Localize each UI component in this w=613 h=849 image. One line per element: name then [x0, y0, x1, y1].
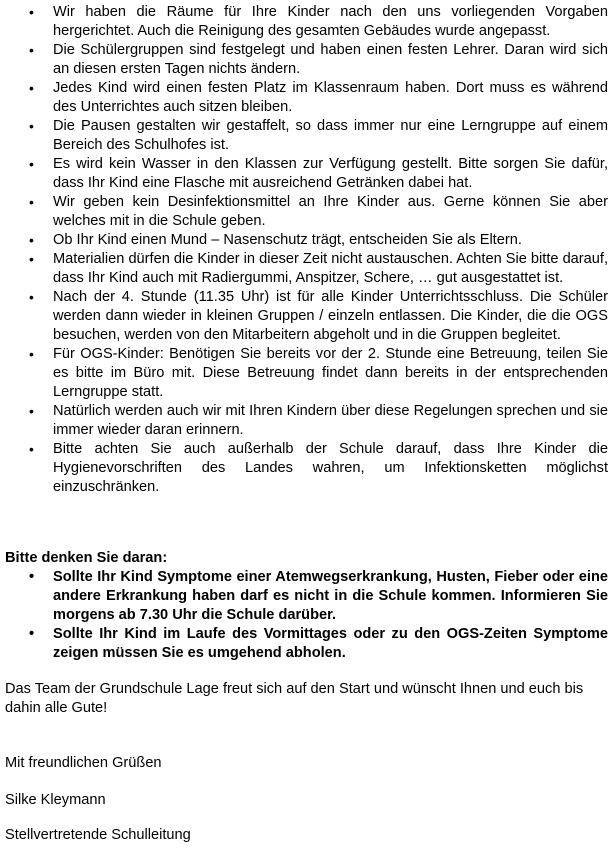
rule-item: • Jedes Kind wird einen festen Platz im Klassenraum haben. Dort muss es während des Unterrichtes auch sitzen bleiben. [0, 79, 613, 117]
reminder-list [0, 568, 613, 663]
greeting: Mit freundlichen Grüßen [5, 755, 162, 771]
reminder-item: • Sollte Ihr Kind Symptome einer Atemwegserkrankung, Husten, Fieber oder eine andere Erkrankung haben darf es nicht in die Schule kommen. Informieren Sie morgens ab 7.30 Uhr die Schule darüber. [0, 568, 613, 625]
rule-item: • Materialien dürfen die Kinder in dieser Zeit nicht austauschen. Achten Sie bitte darauf, dass Ihr Kind auch mit Radiergummi, Anspitzer, Schere, … gut ausgestattet ist. [0, 250, 613, 288]
rule-item: • Für OGS-Kinder: Benötigen Sie bereits vor der 2. Stunde eine Betreuung, teilen Sie es bitte im Büro mit. Diese Betreuung findet dann bereits in der entsprechenden Lerngruppe statt. [0, 345, 613, 402]
closing-paragraph: Das Team der Grundschule Lage freut sich auf den Start und wünscht Ihnen und euch bis dahin alle Gute! [5, 681, 584, 716]
rule-item: • Nach der 4. Stunde (11.35 Uhr) ist für alle Kinder Unterrichtsschluss. Die Schüler werden dann wieder in kleinen Gruppen / einzeln entlassen. Die Kinder, die die OGS besuchen, werden von den Mitarbeitern abgeholt und in die Gruppen begleitet. [0, 288, 613, 345]
rule-item: • Die Schülergruppen sind festgelegt und haben einen festen Lehrer. Daran wird sich an diesen ersten Tagen nichts ändern. [0, 41, 613, 79]
rules-list [0, 3, 613, 497]
signer-role: Stellvertretende Schulleitung [5, 827, 191, 843]
reminder-heading: Bitte denken Sie daran: [5, 550, 168, 566]
rule-item: • Bitte achten Sie auch außerhalb der Schule darauf, dass Ihre Kinder die Hygienevorschriften des Landes wahren, um Infektionsketten möglichst einzuschränken. [0, 440, 613, 497]
rule-item: • Es wird kein Wasser in den Klassen zur Verfügung gestellt. Bitte sorgen Sie dafür, dass Ihr Kind eine Flasche mit ausreichend Getränken dabei hat. [0, 155, 613, 193]
rule-item: • Natürlich werden auch wir mit Ihren Kindern über diese Regelungen sprechen und sie immer wieder daran erinnern. [0, 402, 613, 440]
rule-item: • Wir haben die Räume für Ihre Kinder nach den uns vorliegenden Vorgaben hergerichtet. Auch die Reinigung des gesamten Gebäudes wurde angepasst. [0, 3, 613, 41]
rule-item: • Die Pausen gestalten wir gestaffelt, so dass immer nur eine Lerngruppe auf einem Bereich des Schulhofes ist. [0, 117, 613, 155]
signer-name: Silke Kleymann [5, 792, 106, 808]
rule-item: • Wir geben kein Desinfektionsmittel an Ihre Kinder aus. Gerne können Sie aber welches mit in die Schule geben. [0, 193, 613, 231]
reminder-item: • Sollte Ihr Kind im Laufe des Vormittages oder zu den OGS-Zeiten Symptome zeigen müssen Sie es umgehend abholen. [0, 625, 613, 663]
rule-item: • Ob Ihr Kind einen Mund – Nasenschutz trägt, entscheiden Sie als Eltern. [0, 231, 613, 250]
